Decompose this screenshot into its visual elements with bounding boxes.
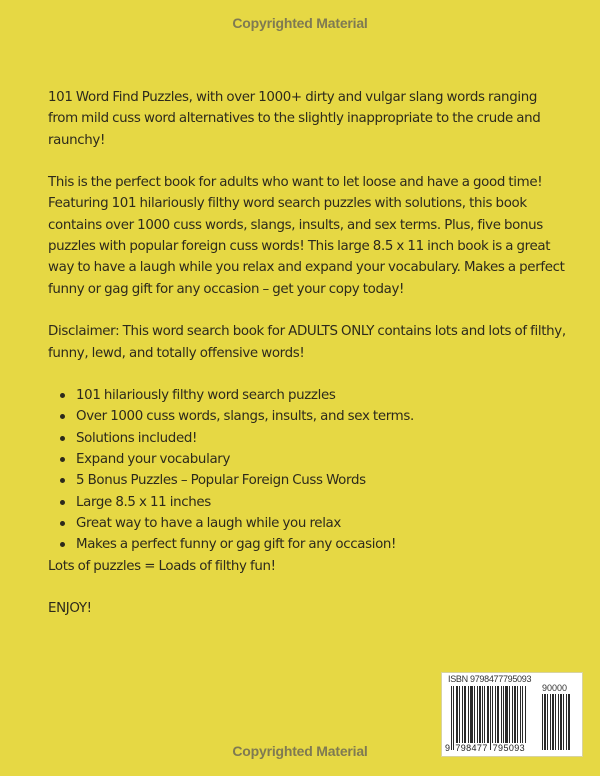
isbn-digit-group-1: 798477: [455, 743, 488, 753]
feature-item: [48, 406, 568, 427]
feature-text: Makes a perfect funny or gag gift for any occasion!: [76, 537, 397, 553]
feature-text: Solutions included!: [76, 430, 198, 446]
disclaimer-paragraph: Disclaimer: This word search book for ADULTS ONLY contains lots and lots of filthy, funny, lewd, and totally offensive words!: [48, 324, 566, 361]
tagline: Lots of puzzles = Loads of filthy fun!: [48, 558, 276, 574]
feature-text: 5 Bonus Puzzles – Popular Foreign Cuss Words: [76, 473, 366, 489]
feature-item: [48, 513, 568, 534]
feature-item: [48, 449, 568, 470]
copyright-watermark-top: Copyrighted Material: [232, 15, 368, 31]
feature-item: [48, 492, 568, 513]
bullet-icon: [60, 542, 65, 547]
isbn-digit-prefix: 9: [445, 743, 451, 753]
feature-item: [48, 470, 568, 491]
back-cover-text: [48, 87, 568, 619]
feature-text: Large 8.5 x 11 inches: [76, 494, 211, 510]
addon-barcode-bars-icon: [542, 694, 576, 750]
closing-text: ENJOY!: [48, 601, 92, 617]
feature-item: [48, 385, 568, 406]
isbn-digit-group-2: 795093: [492, 743, 526, 753]
bullet-icon: [60, 436, 65, 441]
copyright-watermark-bottom: Copyrighted Material: [232, 743, 368, 759]
description-paragraph: This is the perfect book for adults who want to let loose and have a good time! Featuring 101 hilariously filthy word search puzzles with solutions, this book contains over 1000 cuss words, slangs, insults, and sex terms. Plus, five bonus puzzles with popular foreign cuss words! This large 8.5 x 11 inch book is a great way to have a laugh while you relax and expand your vocabulary. Makes a perfect funny or gag gift for any occasion – get your copy today!: [48, 175, 565, 297]
intro-paragraph: 101 Word Find Puzzles, with over 1000+ dirty and vulgar slang words ranging from mild cuss word alternatives to the slightly inappropriate to the crude and raunchy!: [48, 90, 541, 148]
bullet-icon: [60, 500, 65, 505]
isbn-label: ISBN 9798477795093: [448, 674, 532, 684]
bullet-icon: [60, 478, 65, 483]
feature-list: [48, 385, 568, 555]
feature-text: Great way to have a laugh while you relax: [76, 515, 341, 531]
feature-text: 101 hilariously filthy word search puzzles: [76, 388, 336, 404]
bullet-icon: [60, 521, 65, 526]
bullet-icon: [60, 393, 65, 398]
feature-text: Over 1000 cuss words, slangs, insults, and sex terms.: [76, 409, 414, 425]
bullet-icon: [60, 414, 65, 419]
feature-text: Expand your vocabulary: [76, 452, 231, 468]
bullet-icon: [60, 457, 65, 462]
feature-item: [48, 428, 568, 449]
feature-item: [48, 534, 568, 555]
barcode-bars-icon: [451, 686, 539, 750]
price-code: 90000: [542, 683, 568, 693]
